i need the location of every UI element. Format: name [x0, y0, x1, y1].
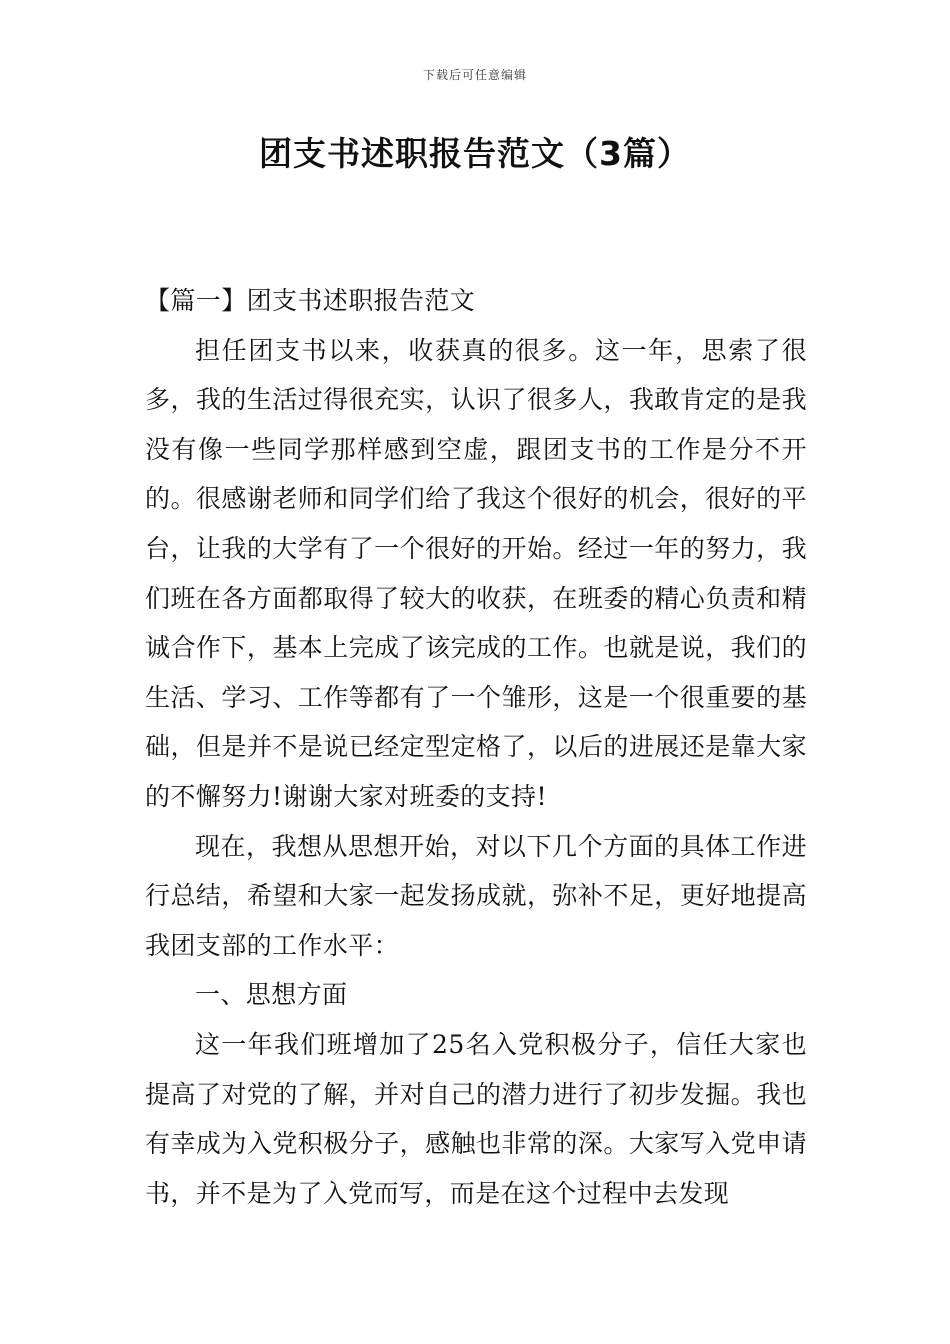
- section-heading: 【篇一】团支书述职报告范文: [145, 286, 476, 315]
- document-body: [145, 276, 807, 1218]
- paragraph: 担任团支书以来，收获真的很多。这一年，思索了很多，我的生活过得很充实，认识了很多人，我敢肯定的是我没有像一些同学那样感到空虚，跟团支书的工作是分不开的。很感谢老师和同学们给了我这个很好的机会，很好的平台，让我的大学有了一个很好的开始。经过一年的努力，我们班在各方面都取得了较大的收获，在班委的精心负责和精诚合作下，基本上完成了该完成的工作。也就是说，我们的生活、学习、工作等都有了一个雏形，这是一个很重要的基础，但是并不是说已经定型定格了，以后的进展还是靠大家的不懈努力!谢谢大家对班委的支持!: [145, 335, 807, 811]
- paragraph: 这一年我们班增加了25名入党积极分子，信任大家也提高了对党的了解，并对自己的潜力进行了初步发掘。我也有幸成为入党积极分子，感触也非常的深。大家写入党申请书，并不是为了入党而写，而是在这个过程中去发现: [145, 1029, 807, 1208]
- paragraph: 现在，我想从思想开始，对以下几个方面的具体工作进行总结，希望和大家一起发扬成就，弥补不足，更好地提高我团支部的工作水平：: [145, 831, 807, 960]
- page-header-note: 下载后可任意编辑: [422, 68, 527, 82]
- subsection-heading: 一、思想方面: [195, 980, 348, 1010]
- document-title: 团支书述职报告范文（3篇）: [259, 134, 691, 173]
